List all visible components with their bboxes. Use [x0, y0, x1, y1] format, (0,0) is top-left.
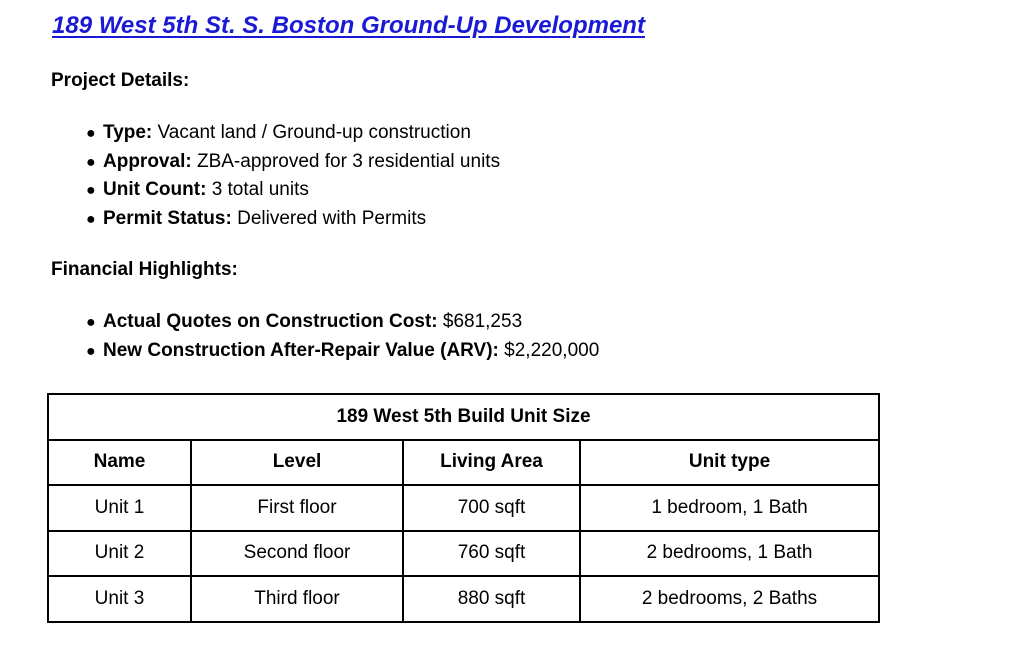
list-item: [86, 308, 599, 337]
financial-highlights-list: [86, 308, 599, 365]
list-item: [86, 205, 500, 234]
financial-label: Actual Quotes on Construction Cost:: [103, 311, 438, 332]
financial-value: $2,220,000: [504, 339, 600, 361]
column-header-name: Name: [48, 440, 191, 486]
detail-label: Type:: [103, 122, 153, 143]
table-cell: First floor: [191, 485, 403, 531]
bullet-icon: ●: [86, 314, 96, 331]
page-title-link[interactable]: 189 West 5th St. S. Boston Ground-Up Development: [52, 12, 645, 39]
detail-value: Delivered with Permits: [237, 207, 427, 229]
list-item: [86, 119, 500, 148]
table-cell: 700 sqft: [403, 485, 580, 531]
column-header-living-area: Living Area: [403, 440, 580, 486]
detail-label: Approval:: [103, 150, 192, 172]
list-item: [86, 148, 500, 177]
table-cell: 760 sqft: [403, 531, 580, 577]
list-item: [86, 176, 500, 205]
financial-value: $681,253: [442, 311, 523, 332]
table-cell: 1 bedroom, 1 Bath: [580, 485, 879, 531]
bullet-icon: ●: [86, 210, 96, 228]
table-row: [48, 531, 879, 577]
list-item: [86, 337, 599, 366]
detail-label: Permit Status:: [103, 207, 232, 229]
financial-highlights-heading: Financial Highlights:: [51, 259, 238, 280]
table-header-row: [48, 440, 879, 486]
project-details-heading: Project Details:: [51, 70, 190, 91]
table-cell: Second floor: [191, 531, 403, 577]
bullet-icon: ●: [86, 125, 96, 142]
column-header-level: Level: [191, 440, 403, 486]
table-row: [48, 485, 879, 531]
column-header-unit-type: Unit type: [580, 440, 879, 486]
table-cell: 2 bedrooms, 1 Bath: [580, 531, 879, 577]
project-details-list: [86, 119, 500, 233]
table-cell: 2 bedrooms, 2 Baths: [580, 576, 879, 622]
table-cell: Third floor: [191, 576, 403, 622]
detail-value: 3 total units: [211, 179, 309, 200]
unit-size-table: [47, 393, 880, 623]
bullet-icon: ●: [86, 182, 96, 199]
table-cell: 880 sqft: [403, 576, 580, 622]
bullet-icon: ●: [86, 153, 96, 171]
table-caption-row: [48, 394, 879, 440]
detail-label: Unit Count:: [103, 179, 207, 200]
financial-label: New Construction After-Repair Value (ARV):: [103, 339, 499, 361]
detail-value: Vacant land / Ground-up construction: [157, 122, 471, 143]
detail-value: ZBA-approved for 3 residential units: [196, 150, 501, 172]
table-cell: Unit 2: [48, 531, 191, 577]
table-caption: 189 West 5th Build Unit Size: [48, 394, 879, 440]
table-row: [48, 576, 879, 622]
table-cell: Unit 3: [48, 576, 191, 622]
table-cell: Unit 1: [48, 485, 191, 531]
bullet-icon: ●: [86, 342, 96, 360]
